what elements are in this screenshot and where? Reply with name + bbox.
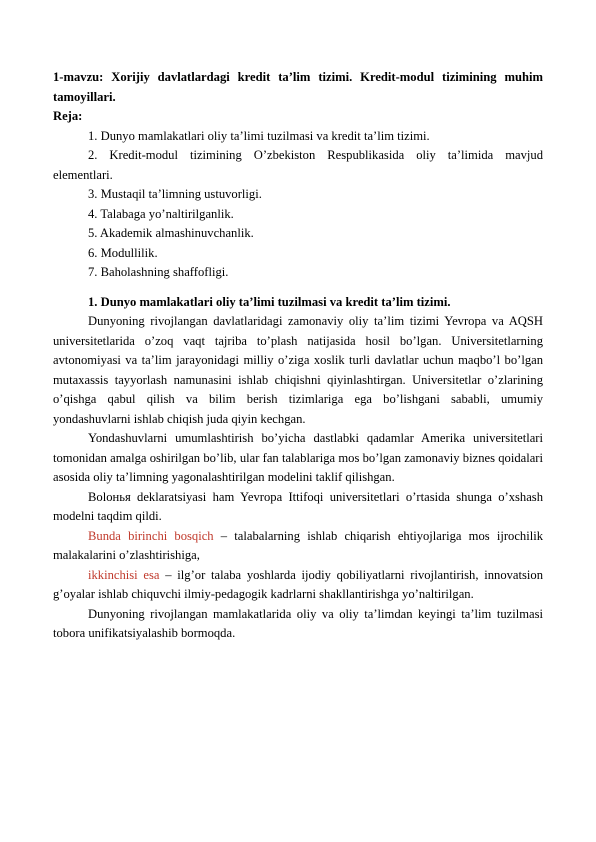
plan-label: Reja:	[53, 109, 83, 123]
paragraph-text: – ilg’or talaba yoshlarda ijodiy qobiliyatlarni rivojlantirish, innovatsion g’oyalar ishlab chiquvchi ilmiy-pedagogik kadrlarni shakllantirishga yo’naltirilgan.	[53, 567, 543, 601]
paragraph: Yondashuvlarni umumlashtirish bo’yicha dastlabki qadamlar Amerika universitetlari tomonidan amalga oshirilgan bo’lib, ular fan talablariga mos bo’lgan zamonaviy biznes qoidalari asosida oliy ta’limning yagonalashtirilgan modelini taklif qilishgan.	[53, 431, 543, 484]
highlighted-phrase: ikkinchisi esa	[88, 567, 160, 582]
plan-item: 4. Talabaga yo’naltirilganlik.	[88, 206, 234, 221]
paragraph	[53, 527, 543, 566]
page-title: 1-mavzu: Xorijiy davlatlardagi kredit ta’lim tizimi. Kredit-modul tizimining muhim tamoyillari.	[53, 70, 543, 104]
paragraph: Dunyoning rivojlangan davlatlaridagi zamonaviy oliy ta’lim tizimi Yevropa va AQSH universitetlarida o’zoq vaqt tajriba to’plash natijasida hosil bo’lgan. Universitetlarning avtonomiyasi va ta’lim jarayonidagi milliy o’ziga xoslik turli davlatlar uchun maqbo’l bo’lgan mutaxassis tayyorlash namunasini ishlab chiqishni qiyinlashtirgan. Universitetlar o’zlarining o’qishga qabul qilish va bilim berish tizimlariga ega bo’lishgani sababli, umumiy yondashuvlarni ishlab chiqish juda qiyin kechgan.	[53, 314, 543, 426]
paragraph-text: – talabalarning ishlab chiqarish ehtiyojlariga mos ijrochilik malakalarini o’zlashtirishiga,	[53, 528, 544, 562]
paragraph: Dunyoning rivojlangan mamlakatlarida oliy va oliy ta’limdan keyingi ta’lim tuzilmasi tobora unifikatsiyalashib bormoqda.	[53, 606, 543, 640]
plan-item: 6. Modullilik.	[88, 245, 158, 260]
paragraph: Boloнья deklaratsiyasi ham Yevropa Ittifoqi universitetlari o’rtasida shunga o’xshash modelni taqdim qildi.	[53, 489, 543, 523]
highlighted-phrase: Bunda birinchi bosqich	[88, 528, 214, 543]
plan-list	[53, 127, 543, 283]
plan-item: 5. Akademik almashinuvchanlik.	[88, 226, 254, 240]
plan-item: 1. Dunyo mamlakatlari oliy ta’limi tuzilmasi va kredit ta’lim tizimi.	[88, 128, 430, 143]
paragraph	[53, 566, 543, 605]
plan-item: 3. Mustaqil ta’limning ustuvorligi.	[88, 187, 262, 201]
plan-item: 2. Kredit-modul tizimining O’zbekiston Respublikasida oliy ta’limida mavjud elementlari.	[53, 148, 543, 182]
plan-item: 7. Baholashning shaffofligi.	[88, 265, 229, 279]
document-body	[53, 68, 543, 644]
section-heading: 1. Dunyo mamlakatlari oliy ta’limi tuzilmasi va kredit ta’lim tizimi.	[88, 294, 451, 309]
